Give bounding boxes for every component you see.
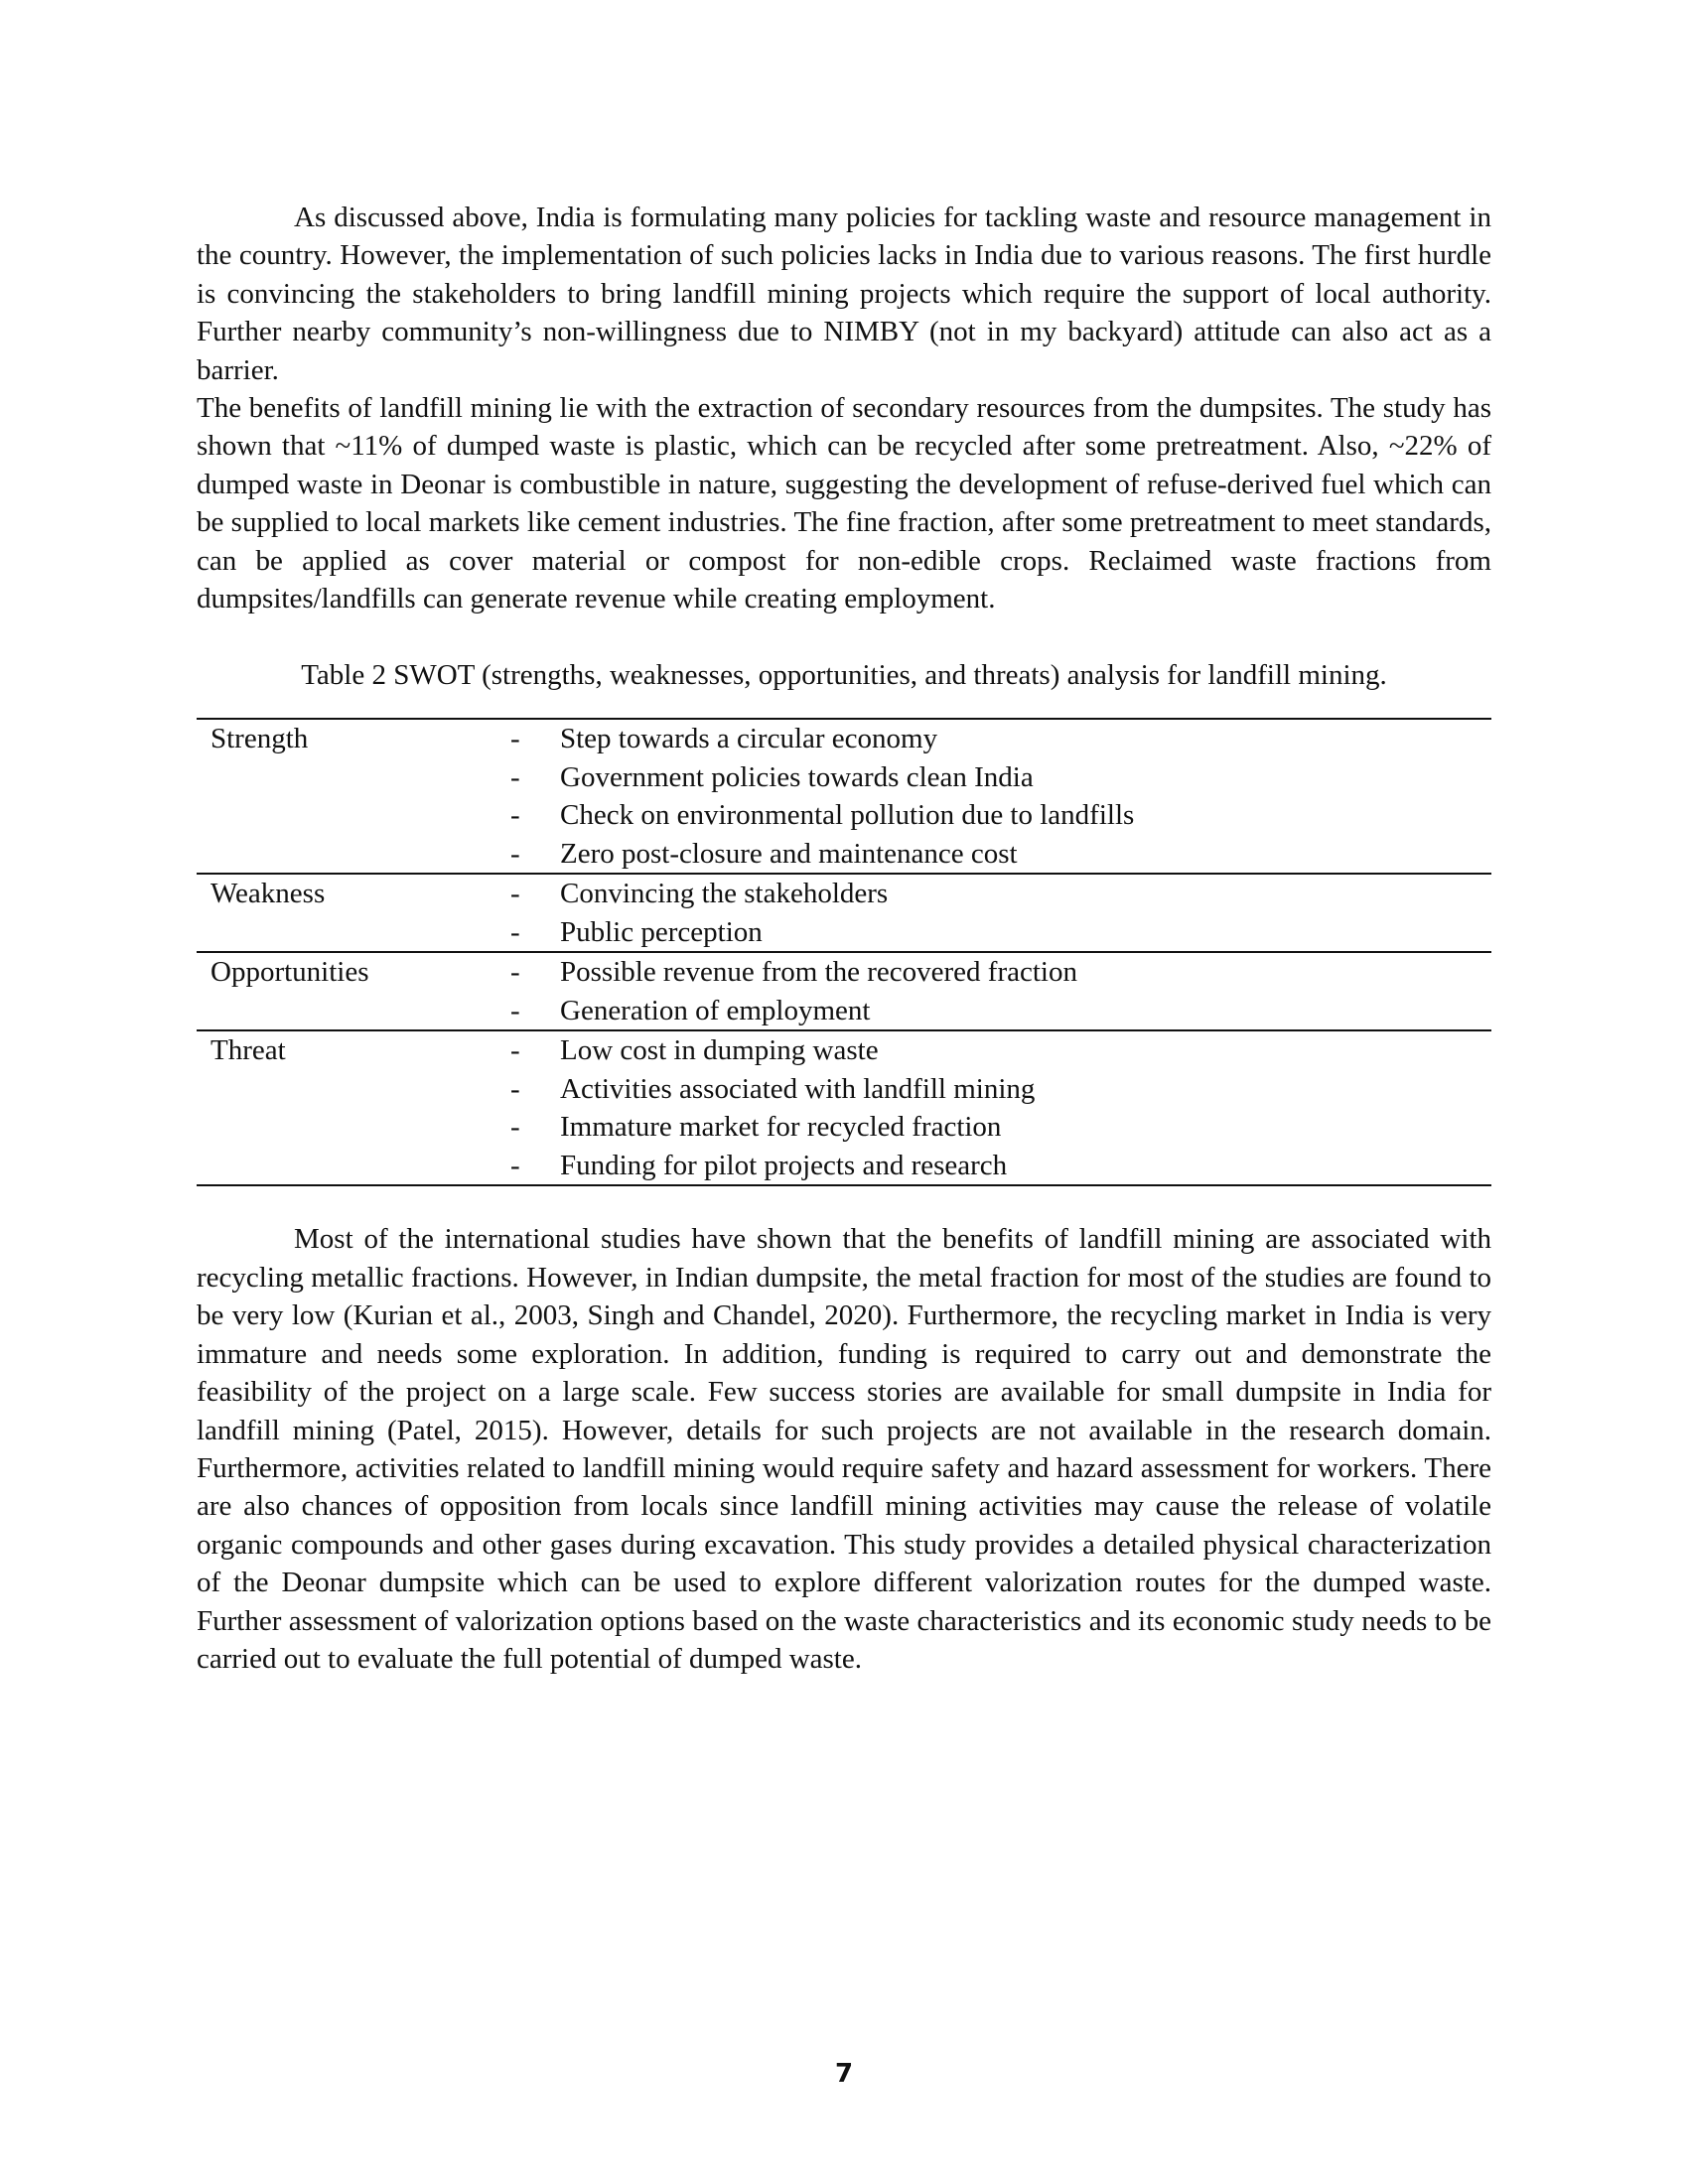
list-item: Zero post-closure and maintenance cost (560, 837, 1018, 870)
list-item: Public perception (560, 915, 763, 948)
dash-column (508, 874, 560, 952)
paragraph-policies: As discussed above, India is formulating many policies for tackling waste and resource management in the country. However, the implementation of such policies lacks in India due to various reasons. The first hurdle is convincing the stakeholders to bring landfill mining projects which require the support of local authority. Further nearby community’s non-willingness due to NIMBY (not in my backyard) attitude can also act as a barrier. (197, 202, 1491, 386)
bullet-dash: - (510, 837, 520, 870)
bullet-dash: - (510, 1034, 520, 1067)
table-row-weakness (197, 874, 1491, 952)
list-item: Government policies towards clean India (560, 760, 1034, 793)
bullet-dash: - (510, 799, 520, 832)
page-number: 7 (834, 2059, 854, 2089)
category-strength: Strength (211, 723, 309, 755)
list-item: Generation of employment (560, 994, 871, 1026)
list-item: Check on environmental pollution due to landfills (560, 799, 1135, 832)
bullet-dash: - (510, 878, 520, 910)
category-weakness: Weakness (211, 878, 326, 910)
page-body (197, 199, 1491, 1678)
paragraph-international-studies: Most of the international studies have shown that the benefits of landfill mining are associated with recycling metallic fractions. However, in Indian dumpsite, the metal fraction for most of the studies are found to be very low (Kurian et al., 2003, Singh and Chandel, 2020). Furthermore, the recycling market in India is very immature and needs some exploration. In addition, funding is required to carry out and demonstrate the feasibility of the project on a large scale. Few success stories are available for small dumpsite in India for landfill mining (Patel, 2015). However, details for such projects are not available in the research domain. Furthermore, activities related to landfill mining would require safety and hazard assessment for workers. There are also chances of opposition from locals since landfill mining activities may cause the release of volatile organic compounds and other gases during excavation. This study provides a detailed physical characterization of the Deonar dumpsite which can be used to explore different valorization routes for the dumped waste. Further assessment of valorization options based on the waste characteristics and its economic study needs to be carried out to evaluate the full potential of dumped waste. (197, 1223, 1491, 1675)
bullet-dash: - (510, 1072, 520, 1105)
dash-column (508, 952, 560, 1030)
list-item: Low cost in dumping waste (560, 1034, 879, 1067)
category-opportunities: Opportunities (211, 956, 369, 989)
list-item: Convincing the stakeholders (560, 878, 889, 910)
threat-items (560, 1030, 1491, 1185)
list-item: Activities associated with landfill mining (560, 1072, 1036, 1105)
table-row-strength (197, 719, 1491, 874)
table-row-threat (197, 1030, 1491, 1185)
bullet-dash: - (510, 994, 520, 1026)
paragraph-benefits: The benefits of landfill mining lie with the extraction of secondary resources from the dumpsites. The study has shown that ~11% of dumped waste is plastic, which can be recycled after some pretreatment. Also, ~22% of dumped waste in Deonar is combustible in nature, suggesting the development of refuse-derived fuel which can be supplied to local markets like cement industries. The fine fraction, after some pretreatment to meet standards, can be applied as cover material or compost for non-edible crops. Reclaimed waste fractions from dumpsites/landfills can generate revenue while creating employment. (197, 392, 1491, 615)
weakness-items (560, 874, 1491, 952)
list-item: Funding for pilot projects and research (560, 1149, 1008, 1181)
list-item: Immature market for recycled fraction (560, 1111, 1002, 1144)
list-item: Possible revenue from the recovered fraction (560, 956, 1077, 989)
bullet-dash: - (510, 915, 520, 948)
list-item: Step towards a circular economy (560, 723, 938, 755)
swot-table (197, 718, 1491, 1186)
table-caption: Table 2 SWOT (strengths, weaknesses, opportunities, and threats) analysis for landfill mining. (301, 659, 1387, 692)
strength-items (560, 719, 1491, 874)
table-row-opportunities (197, 952, 1491, 1030)
category-threat: Threat (211, 1034, 286, 1067)
bullet-dash: - (510, 1111, 520, 1144)
dash-column (508, 719, 560, 874)
bullet-dash: - (510, 760, 520, 793)
bullet-dash: - (510, 723, 520, 755)
bullet-dash: - (510, 956, 520, 989)
opportunities-items (560, 952, 1491, 1030)
bullet-dash: - (510, 1149, 520, 1181)
dash-column (508, 1030, 560, 1185)
